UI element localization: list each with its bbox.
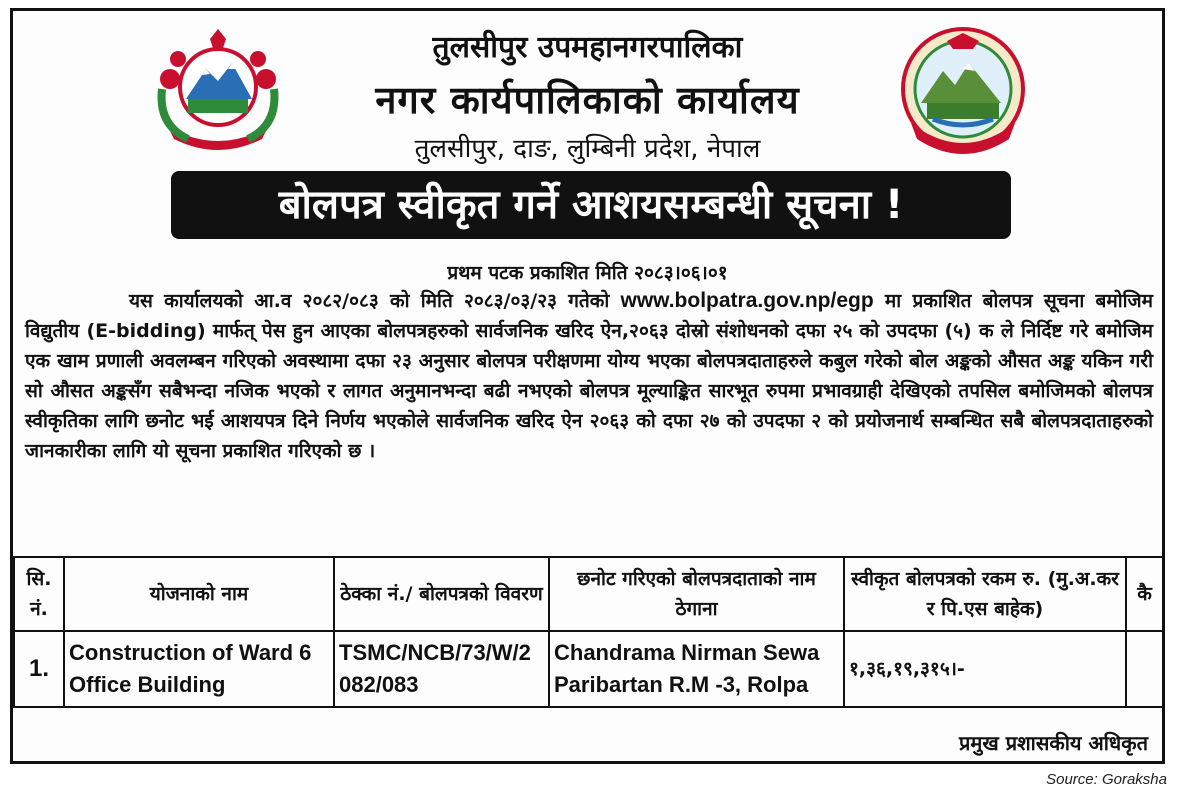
- col-header-remarks: कै: [1126, 557, 1163, 631]
- notice-title-banner: बोलपत्र स्वीकृत गर्ने आशयसम्बन्धी सूचना !: [171, 171, 1011, 239]
- cell-project: Construction of Ward 6 Office Building: [64, 631, 334, 707]
- col-header-contract: ठेक्का नं./ बोलपत्रको विवरण: [334, 557, 549, 631]
- col-header-bidder: छनोट गरिएको बोलपत्रदाताको नाम ठेगाना: [549, 557, 844, 631]
- office-name: नगर कार्यपालिकाको कार्यालय: [375, 78, 800, 122]
- municipality-name: तुलसीपुर उपमहानगरपालिका: [432, 30, 743, 65]
- cell-sn: 1.: [14, 631, 64, 707]
- notice-body: [25, 286, 1153, 466]
- cell-amount: १,३६,१९,३१५।-: [844, 631, 1126, 707]
- notice-body-intro: यस कार्यालयको आ.व २०८२/०८३ को मिति २०८३/०३/२३ गतेको: [129, 290, 610, 312]
- notice-body-main: मा प्रकाशित बोलपत्र सूचना बमोजिम विद्युतीय (E-bidding) मार्फत् पेस हुन आएका बोलपत्रहरुको सार्वजनिक खरिद ऐन,२०६३ दोस्रो संशोधनको दफा २५ को उपदफा (५) क ले निर्दिष्ट गरे बमोजिम एक खाम प्रणाली अवलम्बन गरिएको अवस्थामा दफा २३ अनुसार बोलपत्र परीक्षणमा योग्य भएका बोलपत्रदाताहरुले कबुल गरेको बोल अङ्कको औसत अङ्क यकिन गरी सो औसत अङ्कसँग सबैभन्दा नजिक भएको र लागत अनुमानभन्दा बढी नभएको बोलपत्र मूल्याङ्कित सारभूत रुपमा प्रभावग्राही देखिएको तपसिल बमोजिमको बोलपत्र स्वीकृतिका लागि छनोट भई आशयपत्र दिने निर्णय भएकोले सार्वजनिक खरिद ऐन २०६३ को दफा २७ को उपदफा २ को प्रयोजनार्थ सम्बन्धित सबै बोलपत्रदाताहरुको जानकारीका लागि यो सूचना प्रकाशित गरिएको छ ।: [25, 290, 1153, 462]
- office-address: तुलसीपुर, दाङ, लुम्बिनी प्रदेश, नेपाल: [414, 134, 761, 164]
- source-credit: Source: Goraksha: [1046, 771, 1167, 788]
- col-header-project: योजनाको नाम: [64, 557, 334, 631]
- notice-frame: [10, 8, 1165, 764]
- table-row: [14, 631, 1163, 707]
- table-header-row: [14, 557, 1163, 631]
- cell-contract: TSMC/NCB/73/W/2 082/083: [334, 631, 549, 707]
- first-published-date: प्रथम पटक प्रकाशित मिति २०८३।०६।०१: [447, 262, 728, 284]
- cell-bidder: Chandrama Nirman Sewa Paribartan R.M -3, Rolpa: [549, 631, 844, 707]
- bid-table: [13, 556, 1164, 708]
- col-header-sn: सि. नं.: [14, 557, 64, 631]
- col-header-amount: स्वीकृत बोलपत्रको रकम रु. (मु.अ.कर र पि.एस बाहेक): [844, 557, 1126, 631]
- bolpatra-url-link[interactable]: www.bolpatra.gov.np/egp: [620, 289, 874, 312]
- signatory-title: प्रमुख प्रशासकीय अधिकृत: [959, 731, 1148, 755]
- cell-remarks: [1126, 631, 1163, 707]
